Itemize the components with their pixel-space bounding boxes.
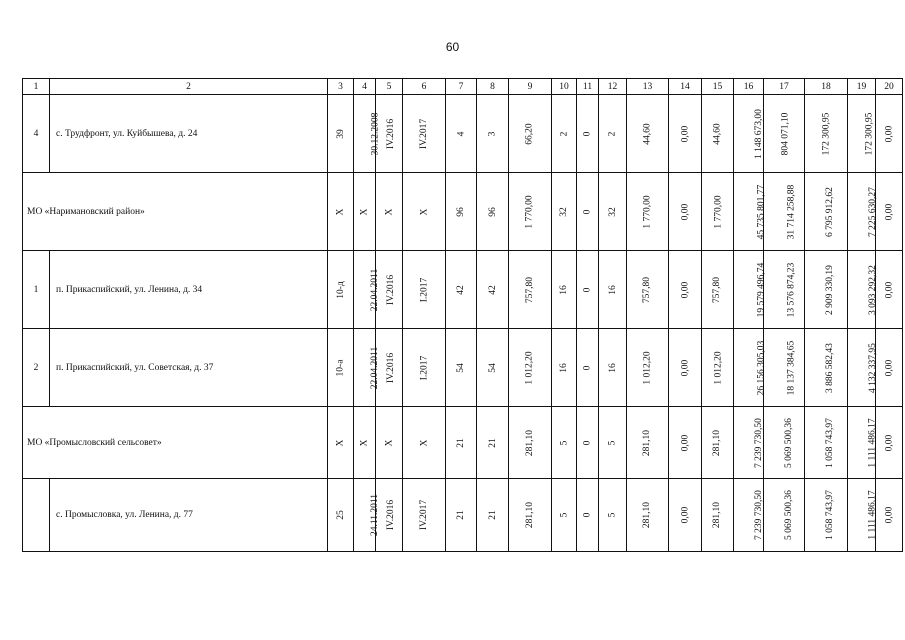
cell xyxy=(509,95,552,173)
cell xyxy=(552,173,577,251)
cell-value: 22.04.2011 xyxy=(370,268,381,311)
cell-value: 0,00 xyxy=(884,281,894,298)
cell-value: 21 xyxy=(456,437,466,448)
cell xyxy=(764,329,805,407)
cell xyxy=(702,173,734,251)
cell xyxy=(577,173,599,251)
cell-value: IV.2016 xyxy=(386,352,397,383)
column-number: 7 xyxy=(446,79,477,95)
cell-value: 757,80 xyxy=(642,276,653,303)
table-row xyxy=(23,95,903,173)
cell-value: 757,80 xyxy=(712,276,723,303)
cell-value: 281,10 xyxy=(642,429,653,456)
cell-value: 2 xyxy=(559,131,569,136)
cell xyxy=(627,479,669,552)
cell xyxy=(403,95,446,173)
cell xyxy=(734,479,764,552)
cell-value: 54 xyxy=(487,362,498,373)
cell xyxy=(328,329,354,407)
cell xyxy=(509,479,552,552)
cell xyxy=(876,95,903,173)
cell-value: 281,10 xyxy=(525,501,535,529)
cell-value: 96 xyxy=(456,206,466,217)
cell xyxy=(599,173,627,251)
cell-value: X xyxy=(419,208,429,215)
column-number: 13 xyxy=(627,79,669,95)
column-number: 4 xyxy=(354,79,376,95)
cell-value: X xyxy=(359,208,370,215)
cell-value: 1 012,20 xyxy=(642,350,653,385)
cell xyxy=(477,407,509,479)
cell xyxy=(446,251,477,329)
cell-value: X xyxy=(335,439,346,446)
cell-value: 1 111 486,17 xyxy=(867,417,878,468)
address-cell: с. Трудфронт, ул. Куйбышева, д. 24 xyxy=(50,95,328,173)
cell-value: 54 xyxy=(456,362,466,373)
cell xyxy=(599,479,627,552)
cell-value: 44,60 xyxy=(642,122,653,145)
address-cell: п. Прикаспийский, ул. Ленина, д. 34 xyxy=(50,251,328,329)
cell xyxy=(477,251,509,329)
cell xyxy=(403,329,446,407)
cell xyxy=(848,95,876,173)
cell-value: 10-д xyxy=(335,280,346,299)
cell xyxy=(764,173,805,251)
cell xyxy=(446,173,477,251)
cell-value: 281,10 xyxy=(712,429,723,456)
cell-value: 22.04.2011 xyxy=(370,346,381,389)
cell xyxy=(876,407,903,479)
cell xyxy=(702,95,734,173)
cell-value: 5 xyxy=(607,440,618,445)
cell xyxy=(403,407,446,479)
cell xyxy=(354,95,381,173)
cell xyxy=(702,329,734,407)
cell xyxy=(627,173,669,251)
cell-value: IV.2017 xyxy=(419,499,429,531)
cell xyxy=(552,479,577,552)
cell xyxy=(669,173,702,251)
column-number: 1 xyxy=(23,79,50,95)
address-cell: п. Прикаспийский, ул. Советская, д. 37 xyxy=(50,329,328,407)
cell-value: 0 xyxy=(582,512,593,518)
cell-value: 3 xyxy=(487,131,498,136)
cell xyxy=(354,329,381,407)
cell-value: 1 770,00 xyxy=(713,194,724,229)
cell-value: 1 148 673,00 xyxy=(753,108,764,159)
cell xyxy=(805,251,848,329)
cell-value: 16 xyxy=(607,284,618,295)
cell xyxy=(509,251,552,329)
cell xyxy=(876,173,903,251)
column-number: 20 xyxy=(876,79,903,95)
row-index xyxy=(23,479,50,552)
cell xyxy=(848,479,876,552)
cell-value: 5 xyxy=(607,512,618,518)
cell xyxy=(805,95,848,173)
cell xyxy=(577,479,599,552)
cell xyxy=(669,329,702,407)
cell xyxy=(848,173,876,251)
cell-value: 2 909 330,19 xyxy=(824,264,835,315)
cell xyxy=(552,251,577,329)
table-row xyxy=(23,329,903,407)
cell xyxy=(669,251,702,329)
cell xyxy=(354,479,381,552)
column-number: 11 xyxy=(577,79,599,95)
cell-value: 1 770,00 xyxy=(525,194,535,229)
cell-value: 0,00 xyxy=(680,359,690,376)
cell-value: 0,00 xyxy=(884,359,894,376)
cell xyxy=(328,479,354,552)
cell-value: 45 735 801,77 xyxy=(756,184,767,239)
municipality-name: МО «Промысловский сельсовет» xyxy=(23,407,328,479)
cell-value: 32 xyxy=(607,206,618,217)
cell-value: 172 300,95 xyxy=(821,112,832,155)
column-number: 14 xyxy=(669,79,702,95)
cell-value: 804 071,10 xyxy=(780,112,791,155)
cell xyxy=(764,251,805,329)
cell xyxy=(477,173,509,251)
column-number: 2 xyxy=(50,79,328,95)
column-number: 10 xyxy=(552,79,577,95)
cell-value: 1 770,00 xyxy=(642,194,653,229)
cell xyxy=(805,329,848,407)
cell-value: 10-а xyxy=(335,359,346,376)
cell xyxy=(354,173,376,251)
cell xyxy=(577,407,599,479)
cell-value: IV.2017 xyxy=(419,118,429,149)
cell-value: 0 xyxy=(582,440,593,445)
cell xyxy=(669,479,702,552)
cell xyxy=(577,251,599,329)
cell-value: 7 239 730,50 xyxy=(753,417,764,468)
cell xyxy=(702,407,734,479)
cell xyxy=(702,251,734,329)
cell-value: 0 xyxy=(582,209,593,214)
cell xyxy=(328,95,354,173)
housing-table xyxy=(22,78,903,552)
cell-value: 5 069 500,36 xyxy=(783,417,794,468)
cell-value: 21 xyxy=(487,437,498,448)
cell-value: 281,10 xyxy=(525,429,535,456)
cell-value: 26 156 305,03 xyxy=(756,340,767,395)
cell xyxy=(627,251,669,329)
cell-value: 96 xyxy=(487,206,498,217)
cell-value: 42 xyxy=(487,284,498,295)
cell-value: 4 xyxy=(456,131,466,136)
cell-value: 16 xyxy=(559,362,569,373)
cell xyxy=(552,407,577,479)
cell-value: 2 xyxy=(607,131,618,136)
cell xyxy=(599,95,627,173)
cell-value: 0,00 xyxy=(884,125,894,142)
cell xyxy=(403,173,446,251)
column-number: 18 xyxy=(805,79,848,95)
cell-value: I.2017 xyxy=(418,355,429,380)
cell-value: IV.2016 xyxy=(386,274,397,305)
cell-value: 44,60 xyxy=(712,122,723,145)
cell-value: 6 795 912,62 xyxy=(824,186,835,237)
cell xyxy=(599,251,627,329)
cell-value: 3 886 582,43 xyxy=(824,342,835,393)
cell xyxy=(702,479,734,552)
cell xyxy=(599,329,627,407)
cell xyxy=(446,95,477,173)
cell xyxy=(328,407,354,479)
cell xyxy=(876,251,903,329)
column-number: 19 xyxy=(848,79,876,95)
municipality-name: МО «Наримановский район» xyxy=(23,173,328,251)
cell xyxy=(848,251,876,329)
cell-value: X xyxy=(335,208,346,215)
cell xyxy=(669,407,702,479)
cell-value: 1 012,20 xyxy=(713,350,724,385)
cell-value: 4 132 337,95 xyxy=(867,342,878,393)
cell xyxy=(764,479,805,552)
cell xyxy=(509,173,552,251)
cell-value: 21 xyxy=(456,510,466,520)
column-number: 8 xyxy=(477,79,509,95)
cell-value: 0,00 xyxy=(680,125,690,142)
cell xyxy=(848,407,876,479)
column-number: 17 xyxy=(764,79,805,95)
cell-value: 32 xyxy=(559,206,569,217)
cell xyxy=(376,407,403,479)
page-number: 60 xyxy=(445,40,460,54)
cell-value: 5 069 500,36 xyxy=(783,490,794,540)
cell xyxy=(577,95,599,173)
cell xyxy=(446,329,477,407)
cell-value: 1 111 486,17 xyxy=(867,490,878,540)
cell-value: 0 xyxy=(582,131,593,136)
row-index: 1 xyxy=(23,251,50,329)
cell-value: X xyxy=(384,439,394,446)
cell xyxy=(477,329,509,407)
cell xyxy=(734,95,764,173)
column-number: 16 xyxy=(734,79,764,95)
cell-value: 0,00 xyxy=(680,434,690,451)
cell-value: X xyxy=(384,208,394,215)
cell-value: 5 xyxy=(559,512,569,518)
address-cell: с. Промысловка, ул. Ленина, д. 77 xyxy=(50,479,328,552)
cell-value: IV.2016 xyxy=(386,499,397,531)
cell-value: X xyxy=(419,439,429,446)
cell xyxy=(509,407,552,479)
cell xyxy=(876,329,903,407)
cell-value: 24.11.2011 xyxy=(370,493,381,537)
cell xyxy=(552,95,577,173)
cell-value: IV.2016 xyxy=(386,118,397,149)
cell-value: 39 xyxy=(335,128,346,139)
cell-value: 281,10 xyxy=(642,501,653,529)
cell xyxy=(446,479,477,552)
cell-value: 18 137 384,65 xyxy=(786,340,797,395)
cell-value: 13 576 874,23 xyxy=(786,262,797,317)
cell xyxy=(805,407,848,479)
cell xyxy=(354,251,381,329)
cell xyxy=(848,329,876,407)
cell xyxy=(764,95,805,173)
cell-value: 172 300,95 xyxy=(864,112,875,155)
cell-value: 757,80 xyxy=(525,276,535,303)
cell xyxy=(509,329,552,407)
cell-value: 0,00 xyxy=(884,506,894,524)
cell xyxy=(734,407,764,479)
column-number: 9 xyxy=(509,79,552,95)
cell xyxy=(552,329,577,407)
cell-value: 0,00 xyxy=(884,434,894,451)
row-index: 2 xyxy=(23,329,50,407)
cell xyxy=(403,251,446,329)
cell-value: 1 012,20 xyxy=(525,350,535,385)
cell xyxy=(376,173,403,251)
cell xyxy=(734,173,767,251)
column-number: 15 xyxy=(702,79,734,95)
group-total-row xyxy=(23,407,903,479)
cell xyxy=(599,407,627,479)
cell xyxy=(764,407,805,479)
column-number: 5 xyxy=(376,79,403,95)
cell-value: 1 058 743,97 xyxy=(824,417,835,468)
column-number: 3 xyxy=(328,79,354,95)
cell-value: 16 xyxy=(559,284,569,295)
cell-value: 19 579 496,74 xyxy=(756,262,767,317)
column-number-row xyxy=(23,79,903,95)
group-total-row xyxy=(23,173,903,251)
column-number: 12 xyxy=(599,79,627,95)
cell xyxy=(328,251,354,329)
cell xyxy=(805,173,848,251)
cell-value: 5 xyxy=(559,440,569,445)
cell-value: 31 714 258,88 xyxy=(786,184,797,239)
cell xyxy=(734,329,767,407)
cell xyxy=(876,479,903,552)
cell xyxy=(477,95,509,173)
cell xyxy=(403,479,446,552)
cell-value: X xyxy=(359,439,370,446)
cell-value: I.2017 xyxy=(418,277,429,302)
cell-value: 1 058 743,97 xyxy=(824,490,835,540)
cell-value: 66,20 xyxy=(525,122,535,145)
cell-value: 7 225 630,27 xyxy=(867,186,878,237)
cell-value: 16 xyxy=(607,362,618,373)
row-index: 4 xyxy=(23,95,50,173)
cell-value: 42 xyxy=(456,284,466,295)
cell-value: 7 239 730,50 xyxy=(753,490,764,540)
cell-value: 281,10 xyxy=(712,501,723,529)
cell xyxy=(446,407,477,479)
cell xyxy=(477,479,509,552)
cell-value: 0,00 xyxy=(680,203,690,220)
cell xyxy=(328,173,354,251)
cell xyxy=(354,407,376,479)
cell-value: 0 xyxy=(582,365,593,370)
cell xyxy=(577,329,599,407)
column-number: 6 xyxy=(403,79,446,95)
cell-value: 21 xyxy=(487,510,498,520)
cell xyxy=(669,95,702,173)
table-row xyxy=(23,251,903,329)
cell-value: 25 xyxy=(335,510,346,520)
cell-value: 30.12.2008 xyxy=(370,112,381,155)
cell-value: 3 093 292,32 xyxy=(867,264,878,315)
cell-value: 0,00 xyxy=(680,506,690,524)
cell-value: 0,00 xyxy=(680,281,690,298)
cell xyxy=(627,95,669,173)
cell xyxy=(627,329,669,407)
cell xyxy=(734,251,767,329)
cell-value: 0,00 xyxy=(884,203,894,220)
table-row xyxy=(23,479,903,552)
cell xyxy=(627,407,669,479)
cell xyxy=(805,479,848,552)
cell-value: 0 xyxy=(582,287,593,292)
